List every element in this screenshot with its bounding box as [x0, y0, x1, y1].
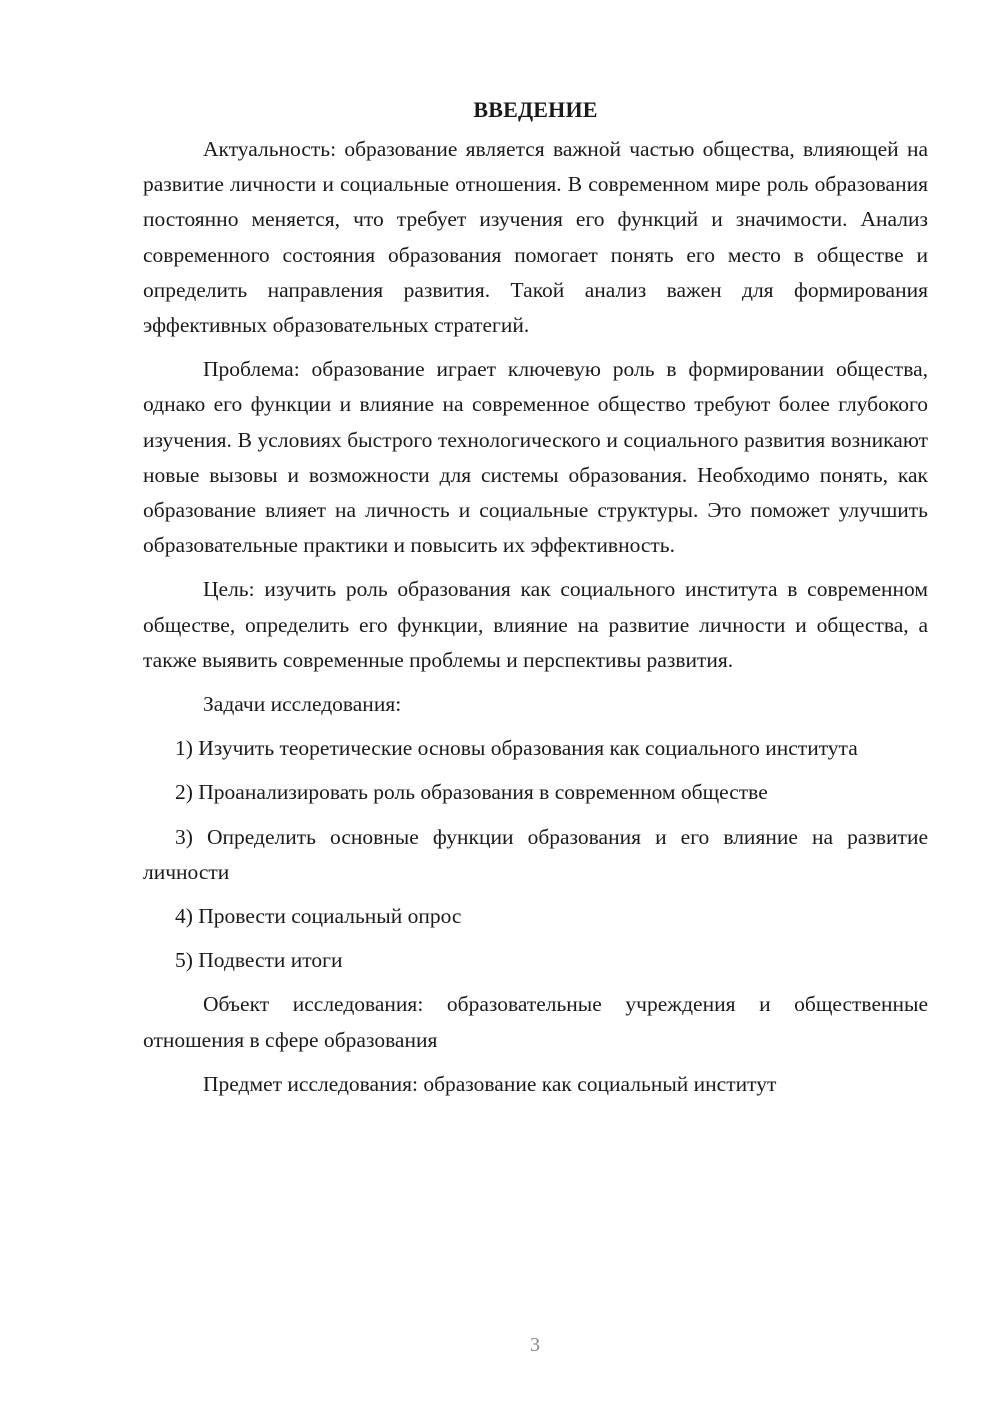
- paragraph-problem: Проблема: образование играет ключевую роль в формировании общества, однако его функции и влияние на современное общество требуют более глубокого изучения. В условиях быстрого технологического и социального развития возникают новые вызовы и возможности для системы образования. Необходимо понять, как образование влияет на личность и социальные структуры. Это поможет улучшить образовательные практики и повысить их эффективность.: [143, 357, 928, 558]
- document-page: [143, 92, 928, 1111]
- task-item: 1) Изучить теоретические основы образования как социального института: [175, 736, 858, 761]
- task-item: 4) Провести социальный опрос: [175, 904, 462, 929]
- paragraph-object: Объект исследования: образовательные учреждения и общественные отношения в сфере образования: [143, 992, 928, 1052]
- task-item: 2) Проанализировать роль образования в современном обществе: [175, 780, 768, 805]
- section-title: ВВЕДЕНИЕ: [473, 97, 598, 122]
- paragraph-goal: Цель: изучить роль образования как социального института в современном обществе, определить его функции, влияние на развитие личности и общества, а также выявить современные проблемы и перспективы развития.: [143, 577, 928, 672]
- paragraph-relevance: Актуальность: образование является важной частью общества, влияющей на развитие личности и социальные отношения. В современном мире роль образования постоянно меняется, что требует изучения его функций и значимости. Анализ современного состояния образования помогает понять его место в обществе и определить направления развития. Такой анализ важен для формирования эффективных образовательных стратегий.: [143, 137, 928, 338]
- page-number: 3: [530, 1334, 540, 1356]
- paragraph-tasks-heading: Задачи исследования:: [203, 692, 402, 717]
- task-item: 3) Определить основные функции образования и его влияние на развитие личности: [143, 824, 928, 884]
- paragraph-subject: Предмет исследования: образование как социальный институт: [203, 1071, 777, 1096]
- task-item: 5) Подвести итоги: [175, 948, 343, 973]
